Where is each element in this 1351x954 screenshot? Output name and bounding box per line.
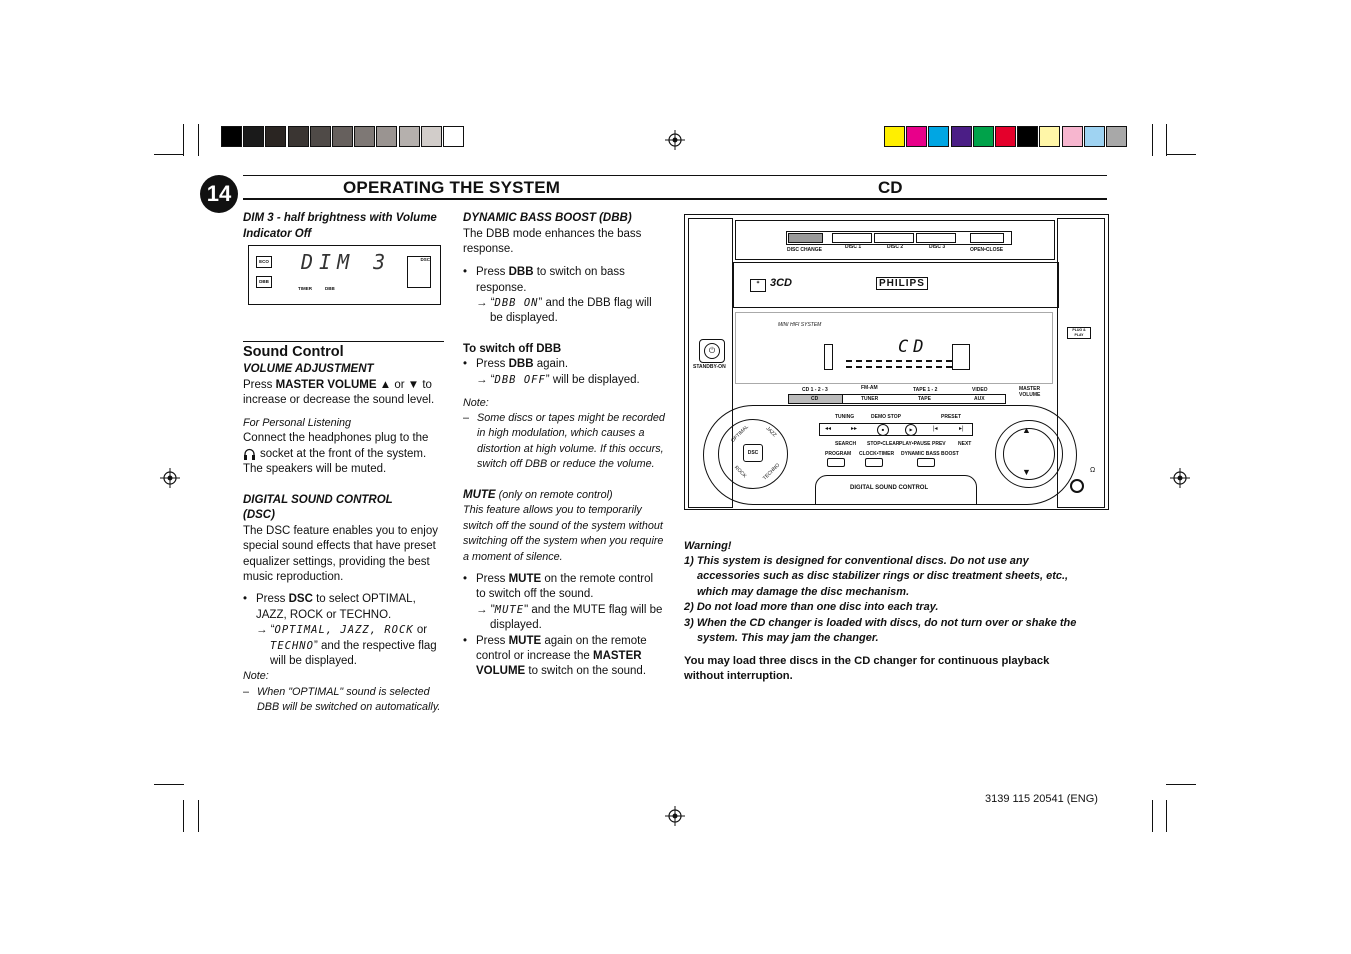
disc2-button: [874, 233, 914, 243]
stop-clear-label: STOP•CLEAR: [867, 441, 900, 447]
header-rule: [243, 198, 1107, 200]
volume-instruction: increase or decrease the sound level.: [243, 394, 435, 406]
registration-mark-icon: [160, 468, 180, 488]
search-label: SEARCH: [835, 441, 857, 447]
gray-swatch: [443, 126, 464, 147]
tuning-label: TUNING: [835, 414, 855, 420]
dsc-result: TECHNO” and the respective flag: [270, 640, 437, 652]
dbb-result: → “DBB ON” and the DBB flag will: [476, 297, 652, 309]
source-top-label: VIDEO: [972, 387, 988, 393]
demo-stop-label: DEMO STOP: [871, 414, 901, 420]
dbb-flag: DBB: [256, 276, 272, 288]
registration-mark-icon: [665, 130, 685, 150]
disc3-button: [916, 233, 956, 243]
preset-label: PRESET: [941, 414, 962, 420]
mute-instruction: to switch off the sound.: [476, 588, 594, 600]
color-swatch: [951, 126, 972, 147]
mute-body: a moment of silence.: [463, 551, 563, 563]
dim-lcd-text: DIM 3: [301, 250, 392, 274]
personal-listening-text: Connect the headphones plug to the: [243, 432, 429, 444]
dsc-instruction: Press DSC to select OPTIMAL,: [256, 593, 416, 605]
standby-button: [699, 339, 725, 363]
plug-play-logo: PLUG & PLAY: [1067, 327, 1091, 339]
prev-label: PREV: [932, 441, 946, 447]
unmute-instruction: VOLUME to switch on the sound.: [476, 665, 647, 677]
headphones-icon: Ω: [1090, 467, 1096, 474]
note-label: Note:: [463, 397, 489, 409]
transport-strip: [819, 423, 973, 436]
gray-swatch: [332, 126, 353, 147]
unmute-instruction: control or increase the MASTER: [476, 650, 642, 662]
warning-item: system. This may jam the changer.: [697, 632, 879, 644]
gray-swatch: [265, 126, 286, 147]
compact-disc-logo-icon: ◉: [750, 279, 766, 292]
personal-listening-text: socket at the front of the system.: [260, 448, 427, 460]
gray-swatch: [221, 126, 242, 147]
color-swatch: [1106, 126, 1127, 147]
dim-display-panel: [248, 245, 441, 305]
dsc-body: music reproduction.: [243, 571, 344, 583]
color-swatch: [995, 126, 1016, 147]
color-swatch: [1039, 126, 1060, 147]
bullet: •: [463, 635, 468, 647]
volume-adjustment-heading: VOLUME ADJUSTMENT: [243, 363, 374, 375]
dbb-body: The DBB mode enhances the bass: [463, 228, 642, 240]
fast-forward-icon: ▸▸: [851, 426, 858, 432]
warning-item: 3) When the CD changer is loaded with discs, do not turn over or shake the: [684, 617, 1077, 629]
sound-control-heading: Sound Control: [243, 344, 344, 360]
note-dash: –: [463, 412, 470, 424]
dsc-result: → “OPTIMAL, JAZZ, ROCK or: [256, 624, 428, 636]
dsc-body: The DSC feature enables you to enjoy: [243, 525, 438, 537]
source-top-label: CD 1 - 2 - 3: [802, 387, 828, 393]
dbb-heading: DYNAMIC BASS BOOST (DBB): [463, 212, 632, 224]
next-icon: ▸|: [959, 426, 964, 432]
dsc-body: equalizer settings, providing the best: [243, 556, 430, 568]
dbb-off-instruction: Press DBB again.: [476, 358, 569, 370]
open-close-button: [970, 233, 1004, 243]
play-pause-label: PLAY•PAUSE: [899, 441, 931, 447]
warning-item: accessories such as disc stabilizer rings or disc treatment sheets, etc.,: [697, 570, 1069, 582]
source-top-label: FM-AM: [861, 385, 878, 391]
display-flag: [952, 344, 970, 370]
next-label: NEXT: [958, 441, 972, 447]
warning-item: 1) This system is designed for conventional discs. Do not use any: [684, 555, 1029, 567]
dsc-dial-label: OPTIMAL: [730, 424, 750, 444]
dsc-dial-label: ROCK: [732, 464, 748, 480]
note-text: distortion at high volume. If this occurs,: [477, 443, 664, 455]
note-text: Some discs or tapes might be recorded: [477, 412, 665, 424]
volume-down-icon: ▼: [1022, 467, 1031, 477]
dsc-heading: (DSC): [243, 509, 275, 521]
page-number: 14: [200, 175, 238, 213]
master-volume-label: MASTER VOLUME: [1019, 386, 1041, 398]
cd-changer-panel: [735, 220, 1055, 260]
dbb-body: response.: [463, 243, 514, 255]
previous-icon: |◂: [933, 426, 938, 432]
header-rule: [243, 175, 1107, 176]
mute-instruction: Press MUTE on the remote control: [476, 573, 654, 585]
mute-heading: MUTE (only on remote control): [463, 489, 613, 501]
dbb-instruction: Press DBB to switch on bass: [476, 266, 625, 278]
bullet: •: [243, 593, 248, 605]
registration-mark-icon: [1170, 468, 1190, 488]
disc3-label: DISC 3: [929, 244, 946, 250]
tuner-source-label: TUNER: [861, 396, 879, 402]
dbb-instruction: response.: [476, 282, 527, 294]
dbb-button-label: DYNAMIC BASS BOOST: [901, 451, 959, 457]
dsc-button: DSC: [743, 444, 763, 462]
digital-sound-control-label: DIGITAL SOUND CONTROL: [850, 485, 929, 491]
mute-body: This feature allows you to temporarily: [463, 504, 642, 516]
source-top-label: TAPE 1 - 2: [913, 387, 938, 393]
gray-swatch: [288, 126, 309, 147]
color-swatch: [906, 126, 927, 147]
dsc-result: will be displayed.: [270, 655, 357, 667]
cd-source-label: CD: [811, 396, 819, 402]
program-button: [827, 458, 845, 467]
dsc-dial-label: TECHNO: [761, 462, 782, 482]
volume-segments: [846, 360, 952, 368]
display-area: [735, 312, 1053, 384]
disc2-label: DISC 2: [887, 244, 904, 250]
warning-heading: Warning!: [684, 540, 732, 552]
dsc-instruction: JAZZ, ROCK or TECHNO.: [256, 609, 392, 621]
mini-hifi-label: MINI HIFI SYSTEM: [778, 322, 822, 328]
open-close-label: OPEN•CLOSE: [970, 247, 1004, 253]
power-icon: ⏻: [704, 343, 720, 359]
note-dash: –: [243, 686, 250, 698]
brand-band: [733, 262, 1059, 308]
registration-mark-icon: [665, 806, 685, 826]
unmute-instruction: Press MUTE again on the remote: [476, 635, 647, 647]
color-swatch: [1062, 126, 1083, 147]
3cd-logo: 3CD: [770, 277, 793, 289]
rewind-icon: ◂◂: [825, 426, 832, 432]
color-swatch: [1084, 126, 1105, 147]
load-discs-note: without interruption.: [684, 670, 793, 682]
warning-item: 2) Do not load more than one disc into each tray.: [684, 601, 939, 613]
philips-logo: PHILIPS: [876, 277, 928, 290]
gray-swatch: [243, 126, 264, 147]
note-label: Note:: [243, 670, 269, 682]
dbb-label: DBB: [325, 286, 335, 291]
mute-body: switching off the system when you require: [463, 535, 664, 547]
dim-heading: Indicator Off: [243, 228, 312, 240]
dsc-dial-label: JAZZ: [764, 425, 778, 439]
color-swatch: [1017, 126, 1038, 147]
mute-body: switch off the sound of the system without: [463, 520, 663, 532]
switch-off-heading: To switch off DBB: [463, 343, 562, 355]
warning-item: which may damage the disc mechanism.: [697, 586, 910, 598]
bullet: •: [463, 573, 468, 585]
dim-heading: DIM 3 - half brightness with Volume: [243, 212, 437, 224]
play-pause-icon: ▶: [905, 424, 917, 436]
stop-icon: ■: [877, 424, 889, 436]
load-discs-note: You may load three discs in the CD changer for continuous playback: [684, 655, 1050, 667]
note-text: When "OPTIMAL" sound is selected: [257, 686, 430, 698]
timer-label: TIMER: [298, 286, 312, 291]
note-text: in high modulation, which causes a: [477, 427, 645, 439]
disc1-label: DISC 1: [845, 244, 862, 250]
dsc-body: special sound effects that have preset: [243, 540, 436, 552]
gray-swatch: [310, 126, 331, 147]
gray-swatch: [421, 126, 442, 147]
mute-result: displayed.: [490, 619, 542, 631]
program-label: PROGRAM: [825, 451, 852, 457]
system-front-panel-illustration: [684, 214, 1109, 510]
aux-source-label: AUX: [974, 396, 985, 402]
dbb-button: [917, 458, 935, 467]
disc1-button: [832, 233, 872, 243]
personal-listening-heading: For Personal Listening: [243, 417, 352, 429]
eco-flag: ECO: [256, 256, 272, 268]
color-swatch: [884, 126, 905, 147]
gray-swatch: [399, 126, 420, 147]
dsc-flag: DSC: [407, 256, 431, 288]
personal-listening-text: The speakers will be muted.: [243, 463, 387, 475]
display-flag: [824, 344, 833, 370]
note-text: switch off DBB or reduce the volume.: [477, 458, 655, 470]
color-swatch: [928, 126, 949, 147]
gray-swatch: [376, 126, 397, 147]
clock-timer-button: [865, 458, 883, 467]
dsc-heading: DIGITAL SOUND CONTROL: [243, 494, 393, 506]
headphone-socket: [1070, 479, 1084, 493]
section-title: CD: [878, 178, 903, 197]
display-lcd-text: CD: [898, 337, 929, 357]
volume-up-icon: ▲: [1022, 425, 1031, 435]
color-swatch: [973, 126, 994, 147]
mute-result: → "MUTE" and the MUTE flag will be: [476, 604, 663, 616]
disc-change-button: [788, 233, 823, 243]
divider: [243, 341, 444, 342]
document-code: 3139 115 20541 (ENG): [985, 793, 1098, 805]
volume-instruction: Press MASTER VOLUME ▲ or ▼ to: [243, 379, 432, 391]
headphones-icon: [243, 448, 256, 460]
disc-change-label: DISC CHANGE: [787, 247, 823, 253]
tape-source-label: TAPE: [918, 396, 931, 402]
dbb-off-result: → “DBB OFF” will be displayed.: [476, 374, 640, 386]
standby-label: STANDBY-ON: [693, 364, 726, 370]
dbb-result: be displayed.: [490, 312, 558, 324]
clock-timer-label: CLOCK•TIMER: [859, 451, 895, 457]
page-title: OPERATING THE SYSTEM: [343, 178, 561, 197]
gray-swatch: [354, 126, 375, 147]
bullet: •: [463, 358, 468, 370]
note-text: DBB will be switched on automatically.: [257, 701, 441, 713]
bullet: •: [463, 266, 468, 278]
